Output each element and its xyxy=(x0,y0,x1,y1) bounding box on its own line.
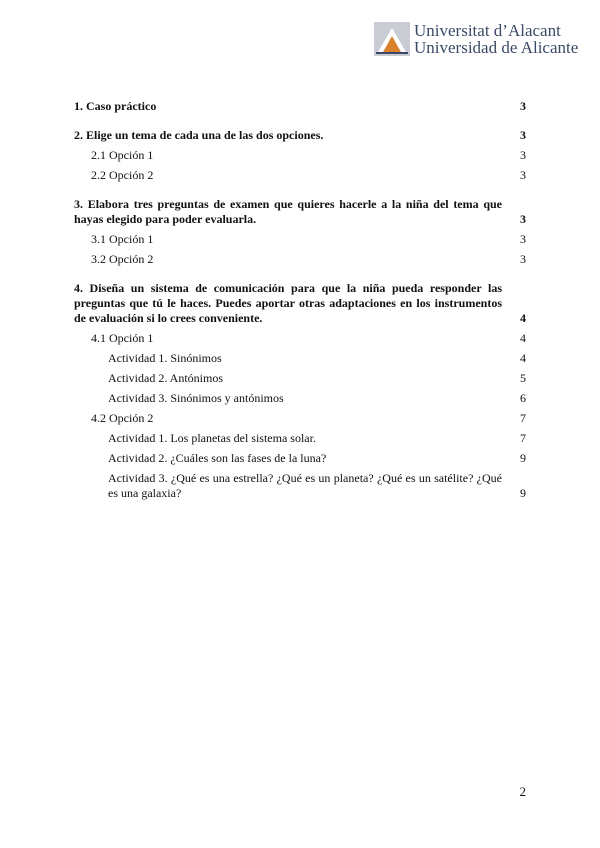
toc-entry-4-1-actividad-3[interactable] xyxy=(74,391,526,406)
toc-entry-3-2[interactable] xyxy=(74,252,526,267)
toc-entry-title: 3.2 Opción 2 xyxy=(91,252,154,266)
university-logo xyxy=(374,22,584,62)
toc-entry-title: 3. Elabora tres preguntas de examen que quieres hacerle a la niña del tema que hayas elegido para poder evaluarla. xyxy=(74,197,502,226)
toc-entry-page: 7 xyxy=(520,431,526,445)
toc-entry-4[interactable] xyxy=(74,281,526,326)
toc-entry-title: 3.1 Opción 1 xyxy=(91,232,154,246)
toc-entry-page: 6 xyxy=(520,391,526,405)
toc-entry-page: 3 xyxy=(520,252,526,266)
toc-entry-page: 4 xyxy=(520,311,526,325)
toc-entry-title: 2.2 Opción 2 xyxy=(91,168,154,182)
toc-entry-page: 3 xyxy=(520,168,526,182)
toc-entry-2-1[interactable] xyxy=(74,148,526,163)
toc-entry-page: 4 xyxy=(520,331,526,345)
table-of-contents xyxy=(74,94,526,506)
toc-entry-4-2-actividad-1[interactable] xyxy=(74,431,526,446)
toc-entry-4-2-actividad-2[interactable] xyxy=(74,451,526,466)
toc-entry-title: 4.2 Opción 2 xyxy=(91,411,154,425)
logo-line-1: Universitat d’Alacant xyxy=(414,21,561,40)
toc-entry-4-1-actividad-2[interactable] xyxy=(74,371,526,386)
toc-entry-page: 3 xyxy=(520,212,526,226)
toc-entry-page: 3 xyxy=(520,128,526,142)
toc-entry-4-2-actividad-3[interactable] xyxy=(74,471,526,501)
toc-entry-page: 9 xyxy=(520,451,526,465)
toc-entry-title: Actividad 1. Los planetas del sistema solar. xyxy=(108,431,316,445)
toc-entry-page: 3 xyxy=(520,148,526,162)
toc-entry-2-2[interactable] xyxy=(74,168,526,183)
toc-entry-2[interactable] xyxy=(74,128,526,143)
toc-entry-title: Actividad 2. Antónimos xyxy=(108,371,223,385)
toc-entry-3-1[interactable] xyxy=(74,232,526,247)
toc-entry-4-2[interactable] xyxy=(74,411,526,426)
toc-entry-page: 3 xyxy=(520,232,526,246)
toc-entry-1[interactable] xyxy=(74,99,526,114)
toc-entry-title: Actividad 1. Sinónimos xyxy=(108,351,222,365)
toc-entry-title: Actividad 2. ¿Cuáles son las fases de la luna? xyxy=(108,451,327,465)
toc-entry-page: 3 xyxy=(520,99,526,113)
logo-line-2: Universidad de Alicante xyxy=(414,38,579,57)
toc-entry-title: 2.1 Opción 1 xyxy=(91,148,154,162)
toc-entry-page: 7 xyxy=(520,411,526,425)
toc-entry-4-1[interactable] xyxy=(74,331,526,346)
toc-entry-title: 2. Elige un tema de cada una de las dos opciones. xyxy=(74,128,324,142)
toc-entry-3[interactable] xyxy=(74,197,526,227)
toc-entry-4-1-actividad-1[interactable] xyxy=(74,351,526,366)
toc-entry-page: 5 xyxy=(520,371,526,385)
toc-entry-page: 9 xyxy=(520,486,526,500)
toc-entry-title: 4.1 Opción 1 xyxy=(91,331,154,345)
university-logo-icon xyxy=(374,22,410,56)
toc-entry-title: 1. Caso práctico xyxy=(74,99,157,113)
page-number: 2 xyxy=(519,784,526,799)
toc-entry-title: 4. Diseña un sistema de comunicación para que la niña pueda responder las preguntas que tú le haces. Puedes aportar otras adaptaciones en los instrumentos de evaluación si lo crees conveniente. xyxy=(74,281,502,325)
toc-entry-page: 4 xyxy=(520,351,526,365)
toc-entry-title: Actividad 3. Sinónimos y antónimos xyxy=(108,391,284,405)
toc-entry-title: Actividad 3. ¿Qué es una estrella? ¿Qué es un planeta? ¿Qué es un satélite? ¿Qué es una galaxia? xyxy=(108,471,502,500)
